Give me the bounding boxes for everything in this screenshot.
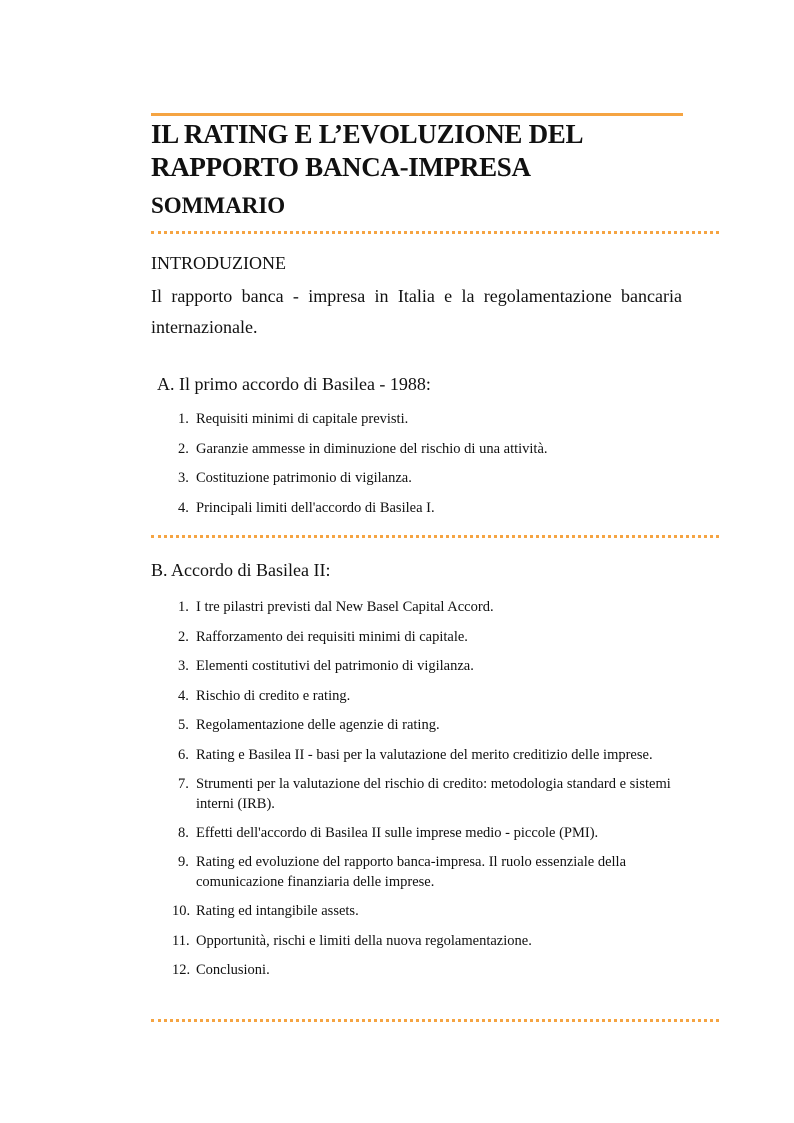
section-b-heading: B. Accordo di Basilea II: bbox=[151, 560, 331, 580]
list-item: 8. Effetti dell'accordo di Basilea II sulle imprese medio - piccole (PMI). bbox=[178, 824, 599, 841]
dotted-divider bbox=[151, 1019, 719, 1022]
dotted-divider bbox=[151, 535, 719, 538]
list-item: 12. Conclusioni. bbox=[172, 962, 270, 978]
list-item: 2. Rafforzamento dei requisiti minimi di capitale. bbox=[178, 628, 468, 645]
list-item: 9. Rating ed evoluzione del rapporto banca-impresa. Il ruolo essenziale della comunicazione finanziaria delle imprese. bbox=[178, 854, 627, 890]
dotted-divider bbox=[151, 231, 719, 234]
list-item: 3. Elementi costitutivi del patrimonio di vigilanza. bbox=[178, 658, 474, 674]
list-item: 3. Costituzione patrimonio di vigilanza. bbox=[178, 470, 412, 486]
title-line-2: RAPPORTO BANCA-IMPRESA bbox=[151, 152, 531, 182]
introduction-label: INTRODUZIONE bbox=[151, 253, 286, 273]
list-item: 4. Principali limiti dell'accordo di Basilea I. bbox=[178, 499, 435, 516]
list-item: 4. Rischio di credito e rating. bbox=[178, 687, 351, 704]
section-a-list bbox=[178, 409, 548, 527]
document-title bbox=[151, 118, 583, 184]
title-top-rule bbox=[151, 113, 683, 116]
section-b-list bbox=[172, 597, 698, 990]
summary-heading: SOMMARIO bbox=[151, 193, 286, 218]
introduction-text: Il rapporto banca - impresa in Italia e la regolamentazione bancaria internazionale. bbox=[151, 286, 682, 337]
list-item: 10. Rating ed intangibile assets. bbox=[172, 903, 359, 919]
section-a-heading: A. Il primo accordo di Basilea - 1988: bbox=[157, 374, 431, 394]
title-line-1: IL RATING E L’EVOLUZIONE DEL bbox=[151, 119, 584, 149]
list-item: 11. Opportunità, rischi e limiti della nuova regolamentazione. bbox=[172, 932, 532, 949]
list-item: 2. Garanzie ammesse in diminuzione del rischio di una attività. bbox=[178, 440, 548, 457]
list-item: 1. Requisiti minimi di capitale previsti. bbox=[178, 411, 409, 427]
list-item: 5. Regolamentazione delle agenzie di rating. bbox=[178, 717, 440, 733]
list-item: 7. Strumenti per la valutazione del rischio di credito: metodologia standard e sistemi interni (IRB). bbox=[178, 775, 671, 812]
list-item: 6. Rating e Basilea II - basi per la valutazione del merito creditizio delle imprese. bbox=[178, 746, 653, 763]
list-item: 1. I tre pilastri previsti dal New Basel Capital Accord. bbox=[178, 599, 494, 615]
